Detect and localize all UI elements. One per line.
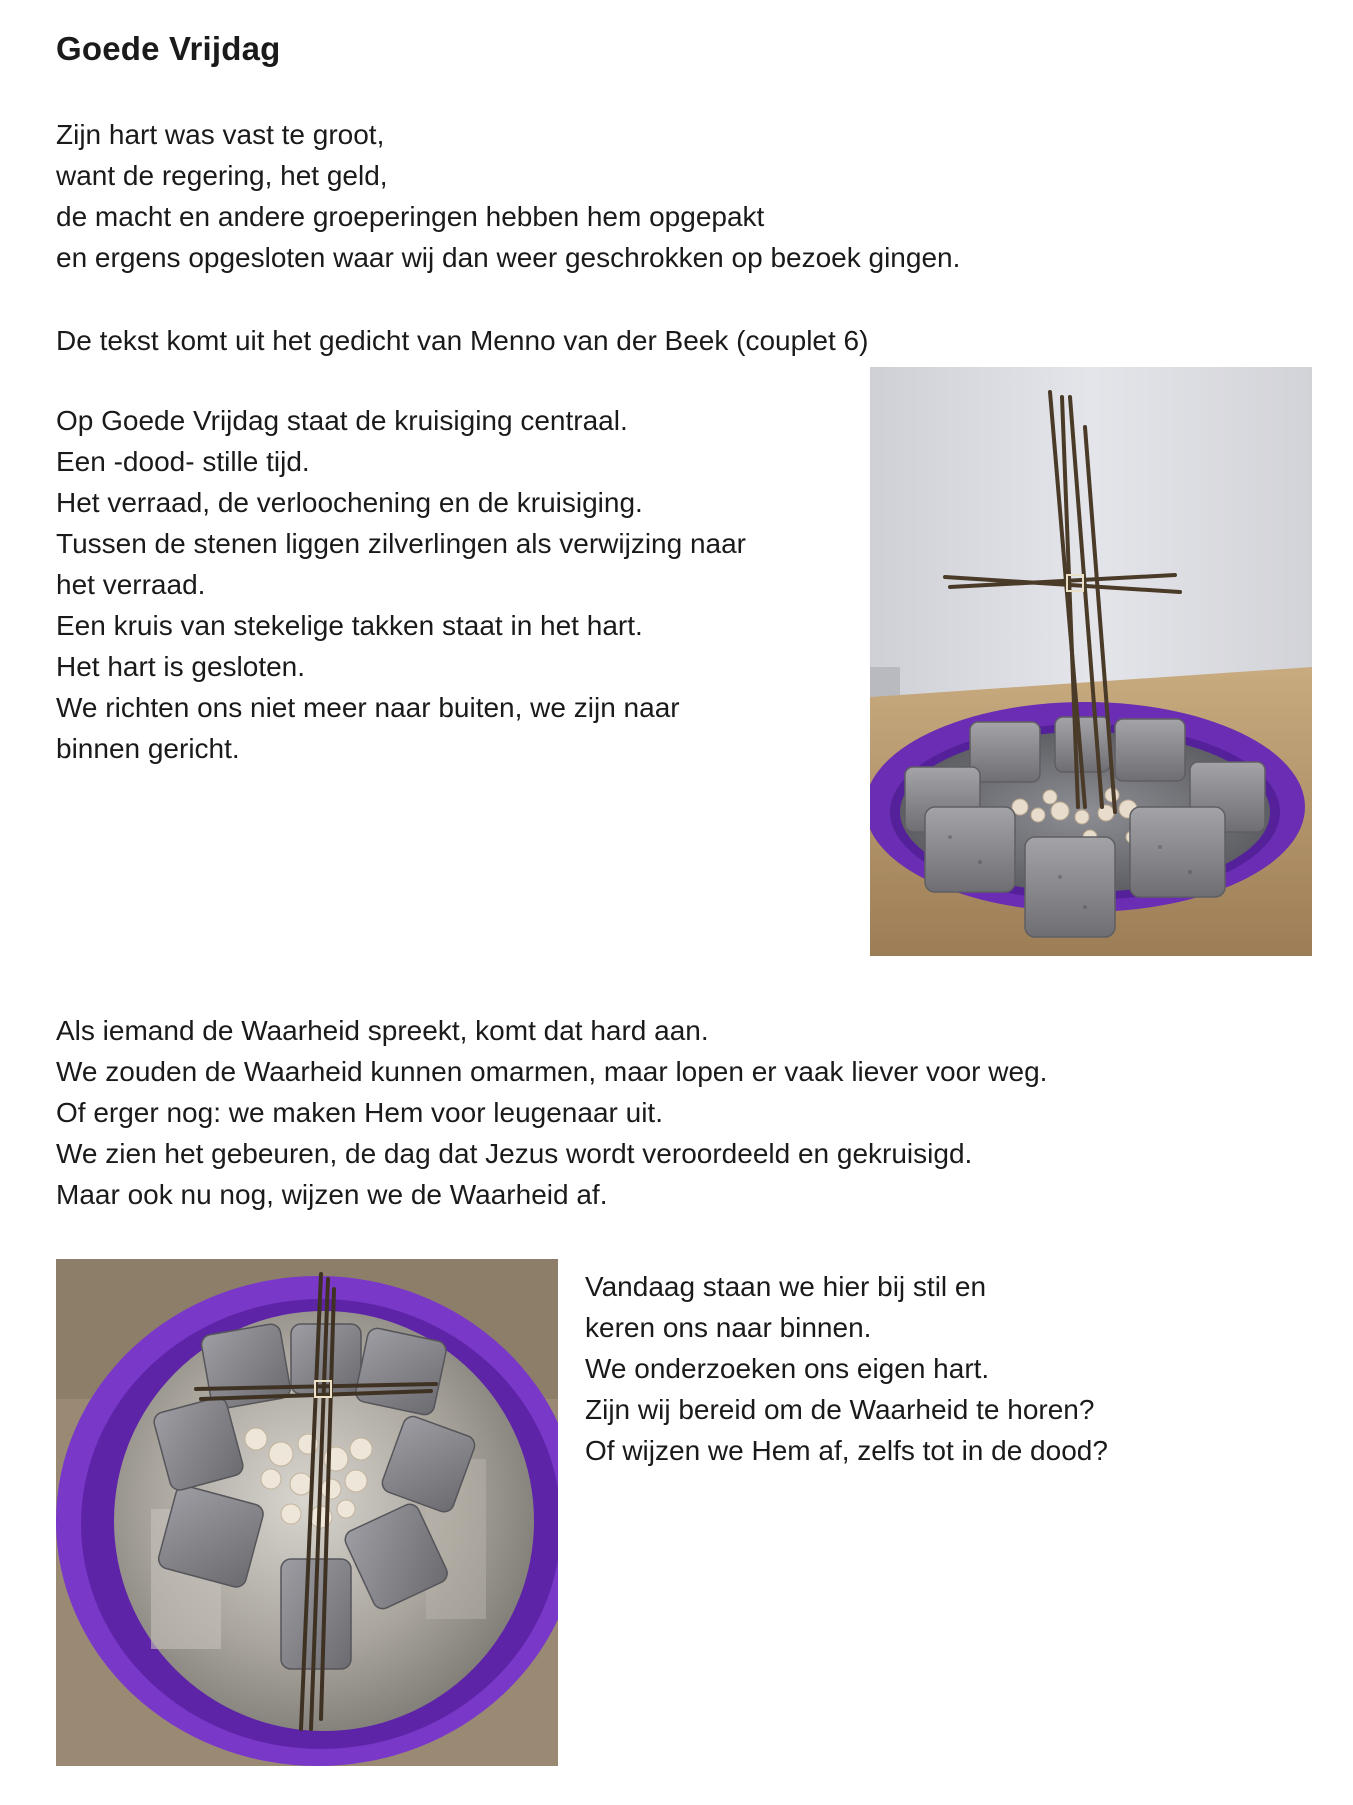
photo-cross-side-view bbox=[870, 367, 1312, 956]
intro-line: Op Goede Vrijdag staat de kruisiging centraal. bbox=[56, 405, 628, 436]
source-note bbox=[56, 320, 868, 361]
poem-line: en ergens opgesloten waar wij dan weer geschrokken op bezoek gingen. bbox=[56, 242, 961, 273]
intro-line: Een -dood- stille tijd. bbox=[56, 446, 310, 477]
intro-line: binnen gericht. bbox=[56, 733, 240, 764]
truth-paragraph bbox=[56, 1010, 1047, 1215]
photo-cross-top-view bbox=[56, 1259, 558, 1766]
reflection-line: keren ons naar binnen. bbox=[585, 1312, 872, 1343]
reflection-line: Vandaag staan we hier bij stil en bbox=[585, 1271, 987, 1302]
intro-paragraph bbox=[56, 400, 746, 769]
poem-line: Zijn hart was vast te groot, bbox=[56, 119, 385, 150]
truth-line: Als iemand de Waarheid spreekt, komt dat hard aan. bbox=[56, 1015, 709, 1046]
intro-line: Het hart is gesloten. bbox=[56, 651, 306, 682]
intro-line: We richten ons niet meer naar buiten, we zijn naar bbox=[56, 692, 680, 723]
intro-line: Een kruis van stekelige takken staat in het hart. bbox=[56, 610, 643, 641]
poem-stanza bbox=[56, 114, 960, 278]
source-line: De tekst komt uit het gedicht van Menno van der Beek (couplet 6) bbox=[56, 325, 869, 356]
truth-line: We zouden de Waarheid kunnen omarmen, maar lopen er vaak liever voor weg. bbox=[56, 1056, 1048, 1087]
intro-line: het verraad. bbox=[56, 569, 206, 600]
poem-line: de macht en andere groeperingen hebben hem opgepakt bbox=[56, 201, 765, 232]
intro-line: Het verraad, de verloochening en de kruisiging. bbox=[56, 487, 643, 518]
page-title: Goede Vrijdag bbox=[56, 30, 281, 67]
reflection-line: Zijn wij bereid om de Waarheid te horen? bbox=[585, 1394, 1095, 1425]
poem-line: want de regering, het geld, bbox=[56, 160, 388, 191]
reflection-line: Of wijzen we Hem af, zelfs tot in de dood? bbox=[585, 1435, 1108, 1466]
truth-line: Maar ook nu nog, wijzen we de Waarheid af. bbox=[56, 1179, 608, 1210]
truth-line: We zien het gebeuren, de dag dat Jezus wordt veroordeeld en gekruisigd. bbox=[56, 1138, 973, 1169]
intro-line: Tussen de stenen liggen zilverlingen als verwijzing naar bbox=[56, 528, 747, 559]
reflection-paragraph bbox=[585, 1266, 1108, 1471]
truth-line: Of erger nog: we maken Hem voor leugenaar uit. bbox=[56, 1097, 663, 1128]
reflection-line: We onderzoeken ons eigen hart. bbox=[585, 1353, 990, 1384]
